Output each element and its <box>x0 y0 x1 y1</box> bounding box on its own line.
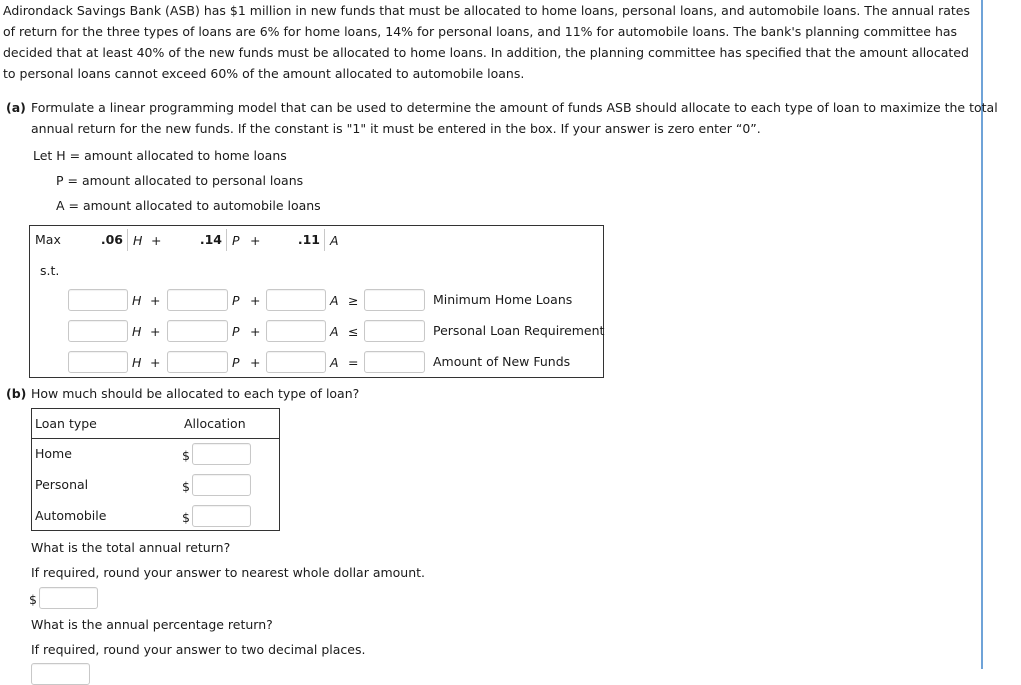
constraint1-label: Minimum Home Loans <box>433 292 573 307</box>
let-p-definition: P = amount allocated to personal loans <box>56 173 304 188</box>
subject-to-label: s.t. <box>40 263 60 278</box>
constraint2-coef-a-input[interactable] <box>266 320 326 342</box>
objective-plus-1: + <box>151 233 162 248</box>
objective-var-a: A <box>330 233 339 248</box>
objective-coef-h: .06 <box>94 229 128 251</box>
constraint2-plus-2: + <box>250 324 261 339</box>
constraint1-sign: ≥ <box>348 293 359 308</box>
constraint2-label: Personal Loan Requirement <box>433 323 605 338</box>
let-h-definition: Let H = amount allocated to home loans <box>33 148 287 163</box>
row-home-currency: $ <box>182 448 190 463</box>
constraint3-plus-1: + <box>150 355 161 370</box>
constraint3-plus-2: + <box>250 355 261 370</box>
percentage-return-input[interactable] <box>31 663 90 685</box>
personal-allocation-input[interactable] <box>192 474 251 496</box>
constraint2-coef-p-input[interactable] <box>167 320 228 342</box>
row-home-label: Home <box>35 446 72 461</box>
let-a-definition: A = amount allocated to automobile loans <box>56 198 321 213</box>
part-a-line2: annual return for the new funds. If the constant is "1" it must be entered in the box. If your answer is zero enter “0”. <box>31 121 761 136</box>
total-return-rounding-note: If required, round your answer to nearest whole dollar amount. <box>31 565 426 580</box>
row-personal-currency: $ <box>182 479 190 494</box>
constraint1-var-p: P <box>232 293 240 308</box>
objective-coef-p: .14 <box>168 229 227 251</box>
constraint2-plus-1: + <box>150 324 161 339</box>
constraint1-var-a: A <box>330 293 339 308</box>
constraint1-coef-a-input[interactable] <box>266 289 326 311</box>
constraint2-var-h: H <box>132 324 142 339</box>
total-return-question: What is the total annual return? <box>31 540 231 555</box>
constraint2-var-a: A <box>330 324 339 339</box>
constraint2-rhs-input[interactable] <box>364 320 425 342</box>
max-label: Max <box>35 232 61 247</box>
constraint3-var-h: H <box>132 355 142 370</box>
constraint2-coef-h-input[interactable] <box>68 320 128 342</box>
constraint3-coef-p-input[interactable] <box>167 351 228 373</box>
objective-var-h: H <box>133 233 143 248</box>
automobile-allocation-input[interactable] <box>192 505 251 527</box>
part-a-label: (a) <box>6 100 26 115</box>
constraint1-rhs-input[interactable] <box>364 289 425 311</box>
constraint3-sign: = <box>348 355 359 370</box>
constraint1-var-h: H <box>132 293 142 308</box>
constraint1-plus-1: + <box>150 293 161 308</box>
constraint3-rhs-input[interactable] <box>364 351 425 373</box>
percentage-return-rounding-note: If required, round your answer to two decimal places. <box>31 642 366 657</box>
part-b-question: How much should be allocated to each type of loan? <box>31 386 360 401</box>
part-b-label: (b) <box>6 386 27 401</box>
part-a-line1: Formulate a linear programming model that can be used to determine the amount of funds ASB should allocate to each type of loan to maximize the total <box>31 100 998 115</box>
constraint3-var-p: P <box>232 355 240 370</box>
constraint2-sign: ≤ <box>348 324 359 339</box>
constraint1-coef-p-input[interactable] <box>167 289 228 311</box>
row-personal-label: Personal <box>35 477 89 492</box>
total-return-currency: $ <box>29 592 37 607</box>
percentage-return-question: What is the annual percentage return? <box>31 617 273 632</box>
objective-var-p: P <box>232 233 240 248</box>
row-automobile-currency: $ <box>182 510 190 525</box>
home-allocation-input[interactable] <box>192 443 251 465</box>
problem-intro: Adirondack Savings Bank (ASB) has $1 million in new funds that must be allocated to home loans, personal loans, and automobile loans. The annual rates of return for the three types of loans are 6% for home loans, 14% for personal loans, and 11% for automobile loans. The bank's planning committee has decided that at least 40% of the new funds must be allocated to home loans. In addition, the planning committee has specified that the amount allocated to personal loans cannot exceed 60% of the amount allocated to automobile loans. <box>3 3 970 81</box>
total-return-input[interactable] <box>39 587 98 609</box>
constraint1-coef-h-input[interactable] <box>68 289 128 311</box>
constraint3-coef-h-input[interactable] <box>68 351 128 373</box>
col-header-allocation: Allocation <box>184 416 246 431</box>
allocation-table-header-divider <box>31 438 280 439</box>
constraint1-plus-2: + <box>250 293 261 308</box>
objective-coef-a: .11 <box>266 229 325 251</box>
col-header-loan-type: Loan type <box>35 416 97 431</box>
constraint3-label: Amount of New Funds <box>433 354 571 369</box>
constraint3-var-a: A <box>330 355 339 370</box>
row-automobile-label: Automobile <box>35 508 107 523</box>
objective-plus-2: + <box>250 233 261 248</box>
constraint2-var-p: P <box>232 324 240 339</box>
constraint3-coef-a-input[interactable] <box>266 351 326 373</box>
